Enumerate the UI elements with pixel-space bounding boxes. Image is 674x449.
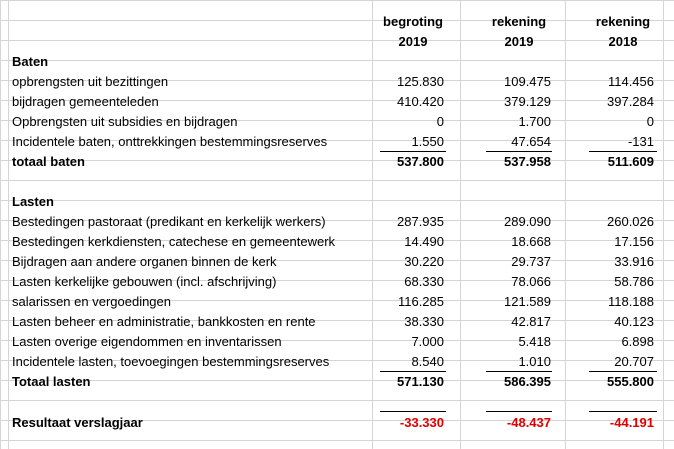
total-row-baten — [0, 152, 674, 172]
table-row — [0, 312, 674, 332]
cell-rekening-2018[interactable]: 58.786 — [614, 274, 654, 289]
total-rekening-2019[interactable]: 537.958 — [504, 154, 551, 169]
cell-begroting-2019[interactable]: 1.550 — [411, 134, 444, 149]
section-title-lasten[interactable]: Lasten — [12, 194, 54, 209]
row-label[interactable]: salarissen en vergoedingen — [12, 294, 171, 309]
result-overline — [589, 411, 657, 412]
cell-begroting-2019[interactable]: 68.330 — [404, 274, 444, 289]
table-row — [0, 132, 674, 152]
cell-rekening-2018[interactable]: 6.898 — [621, 334, 654, 349]
cell-rekening-2019[interactable]: 1.010 — [518, 354, 551, 369]
total-label[interactable]: totaal baten — [12, 154, 85, 169]
total-begroting-2019[interactable]: 571.130 — [397, 374, 444, 389]
cell-rekening-2018[interactable]: -131 — [627, 134, 654, 149]
cell-rekening-2018[interactable]: 397.284 — [607, 94, 654, 109]
cell-rekening-2019[interactable]: 42.817 — [511, 314, 551, 329]
total-begroting-2019[interactable]: 537.800 — [397, 154, 444, 169]
table-row — [0, 252, 674, 272]
total-rekening-2018[interactable]: 511.609 — [607, 154, 654, 169]
row-label[interactable]: Bijdragen aan andere organen binnen de kerk — [12, 254, 277, 269]
table-row — [0, 272, 674, 292]
row-label[interactable]: Incidentele lasten, toevoegingen bestemmingsreserves — [12, 354, 330, 369]
row-label[interactable]: Incidentele baten, onttrekkingen bestemmingsreserves — [12, 134, 328, 149]
section-title-lasten-row — [0, 192, 674, 212]
table-row — [0, 92, 674, 112]
cell-rekening-2018[interactable]: 40.123 — [614, 314, 654, 329]
cell-begroting-2019[interactable]: 8.540 — [411, 354, 444, 369]
header-row-2 — [0, 32, 674, 52]
cell-rekening-2018[interactable]: 118.188 — [607, 294, 654, 309]
row-label[interactable]: Lasten kerkelijke gebouwen (incl. afschrijving) — [12, 274, 277, 289]
total-row-lasten — [0, 372, 674, 392]
cell-rekening-2018[interactable]: 20.707 — [614, 354, 654, 369]
table-row — [0, 232, 674, 252]
table-row — [0, 352, 674, 372]
total-rekening-2019[interactable]: 586.395 — [504, 374, 551, 389]
header-row-1 — [0, 12, 674, 32]
header-year-rekening-2019[interactable]: 2019 — [504, 34, 534, 49]
table-row — [0, 292, 674, 312]
cell-begroting-2019[interactable]: 116.285 — [397, 294, 444, 309]
result-overline — [380, 411, 446, 412]
result-rekening-2018[interactable]: -44.191 — [609, 415, 654, 430]
cell-rekening-2019[interactable]: 18.668 — [511, 234, 551, 249]
cell-rekening-2019[interactable]: 5.418 — [518, 334, 551, 349]
cell-rekening-2019[interactable]: 379.129 — [504, 94, 551, 109]
cell-rekening-2019[interactable]: 29.737 — [511, 254, 551, 269]
cell-rekening-2018[interactable]: 33.916 — [614, 254, 654, 269]
cell-rekening-2018[interactable]: 114.456 — [607, 74, 654, 89]
table-row — [0, 332, 674, 352]
total-rekening-2018[interactable]: 555.800 — [607, 374, 654, 389]
row-label[interactable]: bijdragen gemeenteleden — [12, 94, 159, 109]
cell-rekening-2019[interactable]: 289.090 — [504, 214, 551, 229]
cell-rekening-2019[interactable]: 1.700 — [518, 114, 551, 129]
cell-begroting-2019[interactable]: 410.420 — [397, 94, 444, 109]
header-rekening-2018[interactable]: rekening — [595, 14, 651, 29]
header-rekening-2019[interactable]: rekening — [491, 14, 547, 29]
cell-begroting-2019[interactable]: 287.935 — [397, 214, 444, 229]
total-label[interactable]: Totaal lasten — [12, 374, 91, 389]
result-rekening-2019[interactable]: -48.437 — [506, 415, 551, 430]
cell-begroting-2019[interactable]: 30.220 — [404, 254, 444, 269]
row-label[interactable]: Lasten overige eigendommen en inventarissen — [12, 334, 282, 349]
section-title-baten-row — [0, 52, 674, 72]
cell-rekening-2018[interactable]: 260.026 — [607, 214, 654, 229]
cell-rekening-2019[interactable]: 121.589 — [504, 294, 551, 309]
cell-begroting-2019[interactable]: 7.000 — [411, 334, 444, 349]
row-label[interactable]: Bestedingen pastoraat (predikant en kerkelijk werkers) — [12, 214, 326, 229]
result-label[interactable]: Resultaat verslagjaar — [12, 415, 143, 430]
cell-rekening-2019[interactable]: 47.654 — [511, 134, 551, 149]
cell-begroting-2019[interactable]: 38.330 — [404, 314, 444, 329]
cell-rekening-2018[interactable]: 0 — [646, 114, 654, 129]
cell-rekening-2019[interactable]: 109.475 — [504, 74, 551, 89]
cell-begroting-2019[interactable]: 125.830 — [397, 74, 444, 89]
header-year-begroting[interactable]: 2019 — [398, 34, 428, 49]
row-label[interactable]: Opbrengsten uit subsidies en bijdragen — [12, 114, 238, 129]
header-year-rekening-2018[interactable]: 2018 — [608, 34, 638, 49]
result-begroting-2019[interactable]: -33.330 — [399, 415, 444, 430]
row-label[interactable]: opbrengsten uit bezittingen — [12, 74, 169, 89]
table-row — [0, 112, 674, 132]
table-row — [0, 212, 674, 232]
header-begroting[interactable]: begroting — [383, 14, 443, 29]
row-label[interactable]: Lasten beheer en administratie, bankkosten en rente — [12, 314, 316, 329]
row-label[interactable]: Bestedingen kerkdiensten, catechese en gemeentewerk — [12, 234, 336, 249]
section-title-baten[interactable]: Baten — [12, 54, 49, 69]
cell-begroting-2019[interactable]: 14.490 — [404, 234, 444, 249]
cell-rekening-2018[interactable]: 17.156 — [614, 234, 654, 249]
table-row — [0, 72, 674, 92]
result-row — [0, 413, 674, 433]
cell-rekening-2019[interactable]: 78.066 — [511, 274, 551, 289]
cell-begroting-2019[interactable]: 0 — [436, 114, 444, 129]
result-overline — [486, 411, 552, 412]
